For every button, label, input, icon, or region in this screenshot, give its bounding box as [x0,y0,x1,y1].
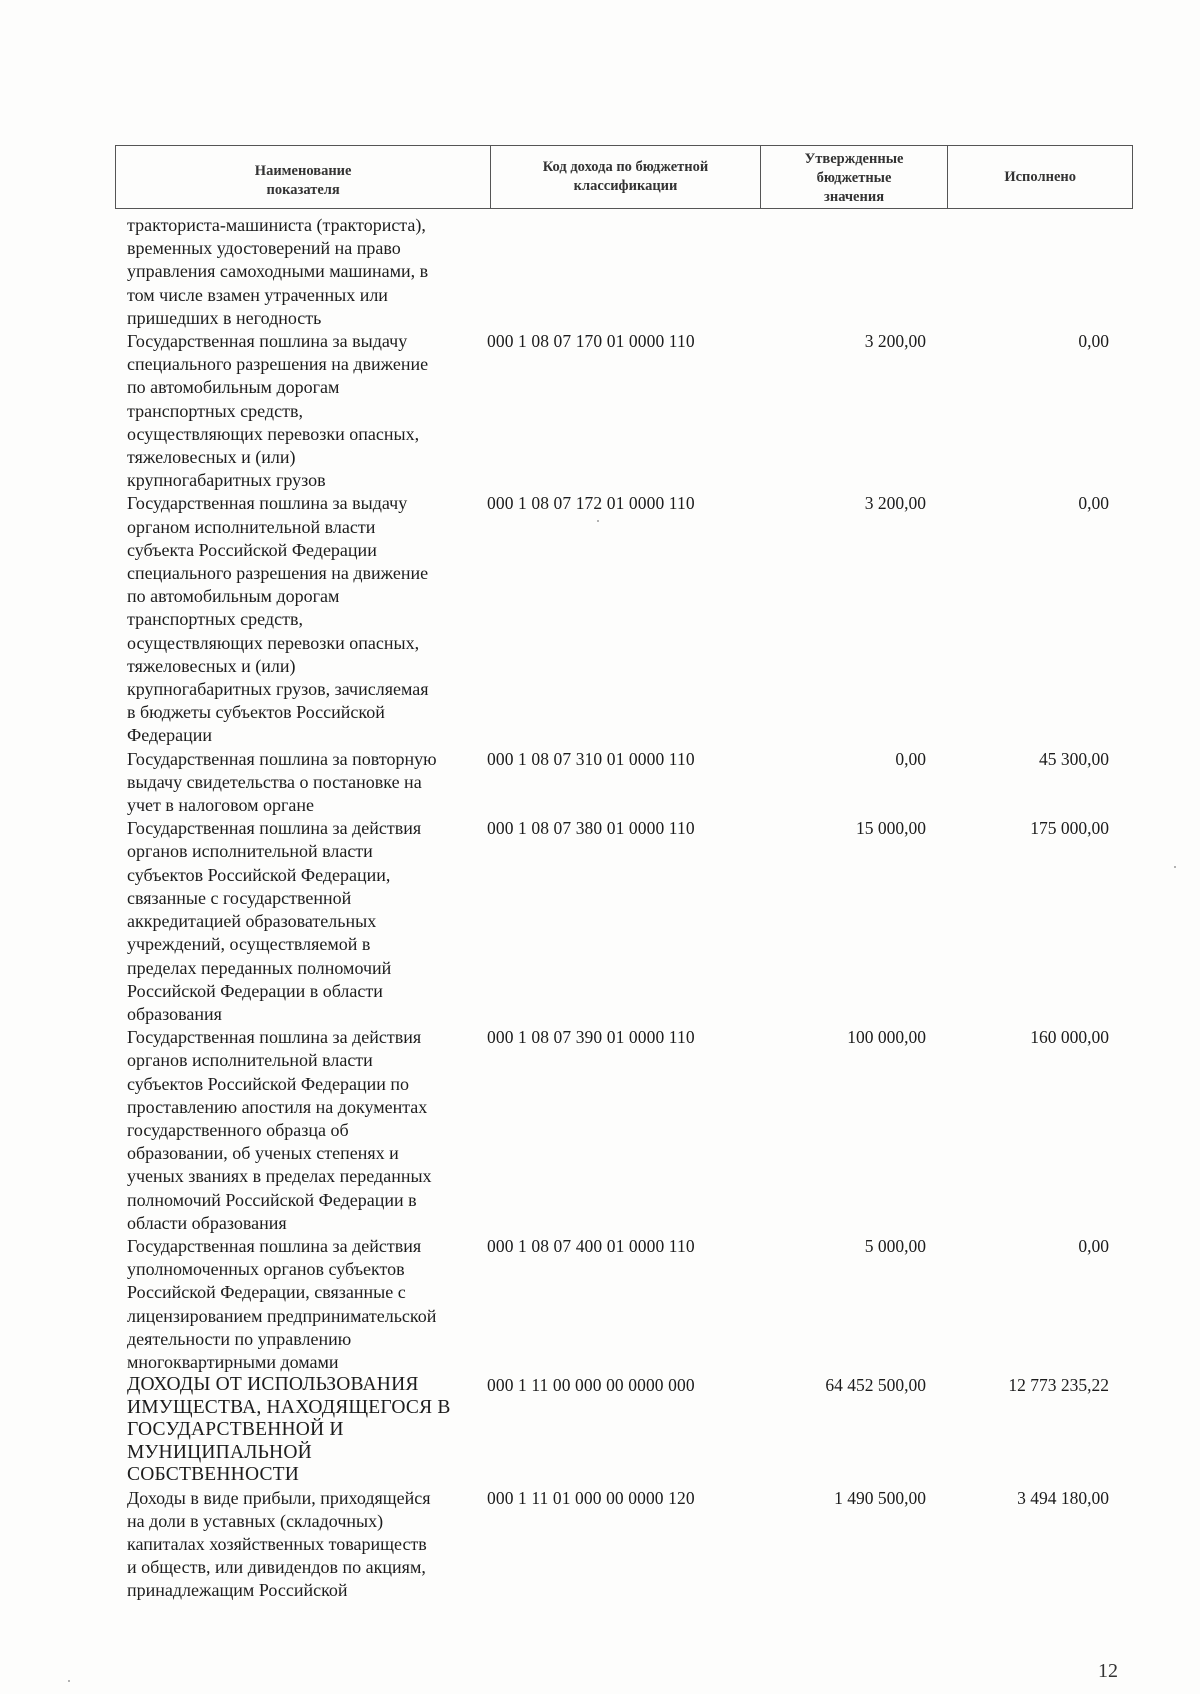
row-name: тракториста-машиниста (тракториста), временных удостоверений на право управления самоходными машинами, в том числе взамен утраченных или пришедших в негодность [127,215,429,328]
table-row [127,817,1133,1026]
page-number: 12 [1098,1660,1118,1682]
row-done: 175 000,00 [1030,818,1109,839]
header-done-column: Исполнено [1004,168,1077,185]
table-row [127,492,1133,747]
row-code: 000 1 11 00 000 00 0000 000 [487,1375,695,1396]
row-code: 000 1 08 07 310 01 0000 110 [487,748,695,769]
row-name: Государственная пошлина за повторную выдачу свидетельства о постановке на учет в налоговом органе [127,748,437,816]
header-approved-column: Утвержденные бюджетные значения [761,146,949,208]
row-approved: 64 452 500,00 [825,1375,926,1396]
row-approved: 15 000,00 [856,818,926,839]
table-row-section [127,1374,1133,1487]
row-code: 000 1 08 07 390 01 0000 110 [487,1027,695,1048]
row-name: Государственная пошлина за выдачу специального разрешения на движение по автомобильным дорогам транспортных средств, осуществляющих перевозки опасных, тяжеловесных и (или) крупногабаритных грузов [127,331,429,491]
row-done: 0,00 [1078,331,1109,352]
scan-speck [597,520,599,522]
scan-speck [68,1680,70,1682]
row-name: Государственная пошлина за действия органов исполнительной власти субъектов Российской Федерации по проставлению апостиля на документах государственного образца об образовании, об ученых степенях и ученых званиях в пределах переданных полномочий Российской Федерации в области образования [127,1027,432,1233]
row-name: ДОХОДЫ ОТ ИСПОЛЬЗОВАНИЯ ИМУЩЕСТВА, НАХОДЯЩЕГОСЯ В ГОСУДАРСТВЕННОЙ И МУНИЦИПАЛЬНОЙ СОБСТВЕННОСТИ [127,1374,451,1486]
row-approved: 5 000,00 [864,1235,926,1256]
header-code-column: Код дохода по бюджетной классификации [491,146,760,208]
row-code: 000 1 08 07 400 01 0000 110 [487,1235,695,1256]
row-done: 160 000,00 [1030,1027,1109,1048]
row-done: 0,00 [1078,493,1109,514]
row-approved: 3 200,00 [864,331,926,352]
row-name: Государственная пошлина за действия органов исполнительной власти субъектов Российской Федерации, связанные с государственной аккредитацией образовательных учреждений, осуществляемой в пределах переданных полномочий Российской Федерации в области образования [127,818,422,1024]
row-name: Доходы в виде прибыли, приходящейся на доли в уставных (складочных) капиталах хозяйственных товариществ и обществ, или дивидендов по акциям, принадлежащим Российской [127,1487,431,1601]
row-code: 000 1 11 01 000 00 0000 120 [487,1487,695,1508]
row-done: 3 494 180,00 [1017,1487,1109,1508]
row-approved: 0,00 [895,748,926,769]
row-code: 000 1 08 07 170 01 0000 110 [487,331,695,352]
table-row [127,1235,1133,1374]
table-header [115,145,1133,209]
row-code: 000 1 08 07 380 01 0000 110 [487,818,695,839]
row-approved: 100 000,00 [847,1027,926,1048]
table-row [127,330,1133,492]
row-done: 0,00 [1078,1235,1109,1256]
row-code: 000 1 08 07 172 01 0000 110 [487,493,695,514]
table-row [127,748,1133,818]
table-row [127,1487,1133,1603]
scan-speck [1174,866,1176,868]
table-row [127,214,1133,330]
table-row [127,1026,1133,1235]
row-approved: 1 490 500,00 [834,1487,926,1508]
row-done: 45 300,00 [1039,748,1109,769]
row-name: Государственная пошлина за действия уполномоченных органов субъектов Российской Федерации, связанные с лицензированием предпринимательской деятельности по управлению многоквартирными домами [127,1235,437,1372]
row-done: 12 773 235,22 [1008,1375,1109,1396]
row-name: Государственная пошлина за выдачу органом исполнительной власти субъекта Российской Федерации специального разрешения на движение по автомобильным дорогам транспортных средств, осуществляющих перевозки опасных, тяжеловесных и (или) крупногабаритных грузов, зачисляемая в бюджеты субъектов Российской Федерации [127,493,429,746]
header-name-column: Наименование показателя [116,146,491,208]
table-body [127,214,1133,1603]
row-approved: 3 200,00 [864,493,926,514]
